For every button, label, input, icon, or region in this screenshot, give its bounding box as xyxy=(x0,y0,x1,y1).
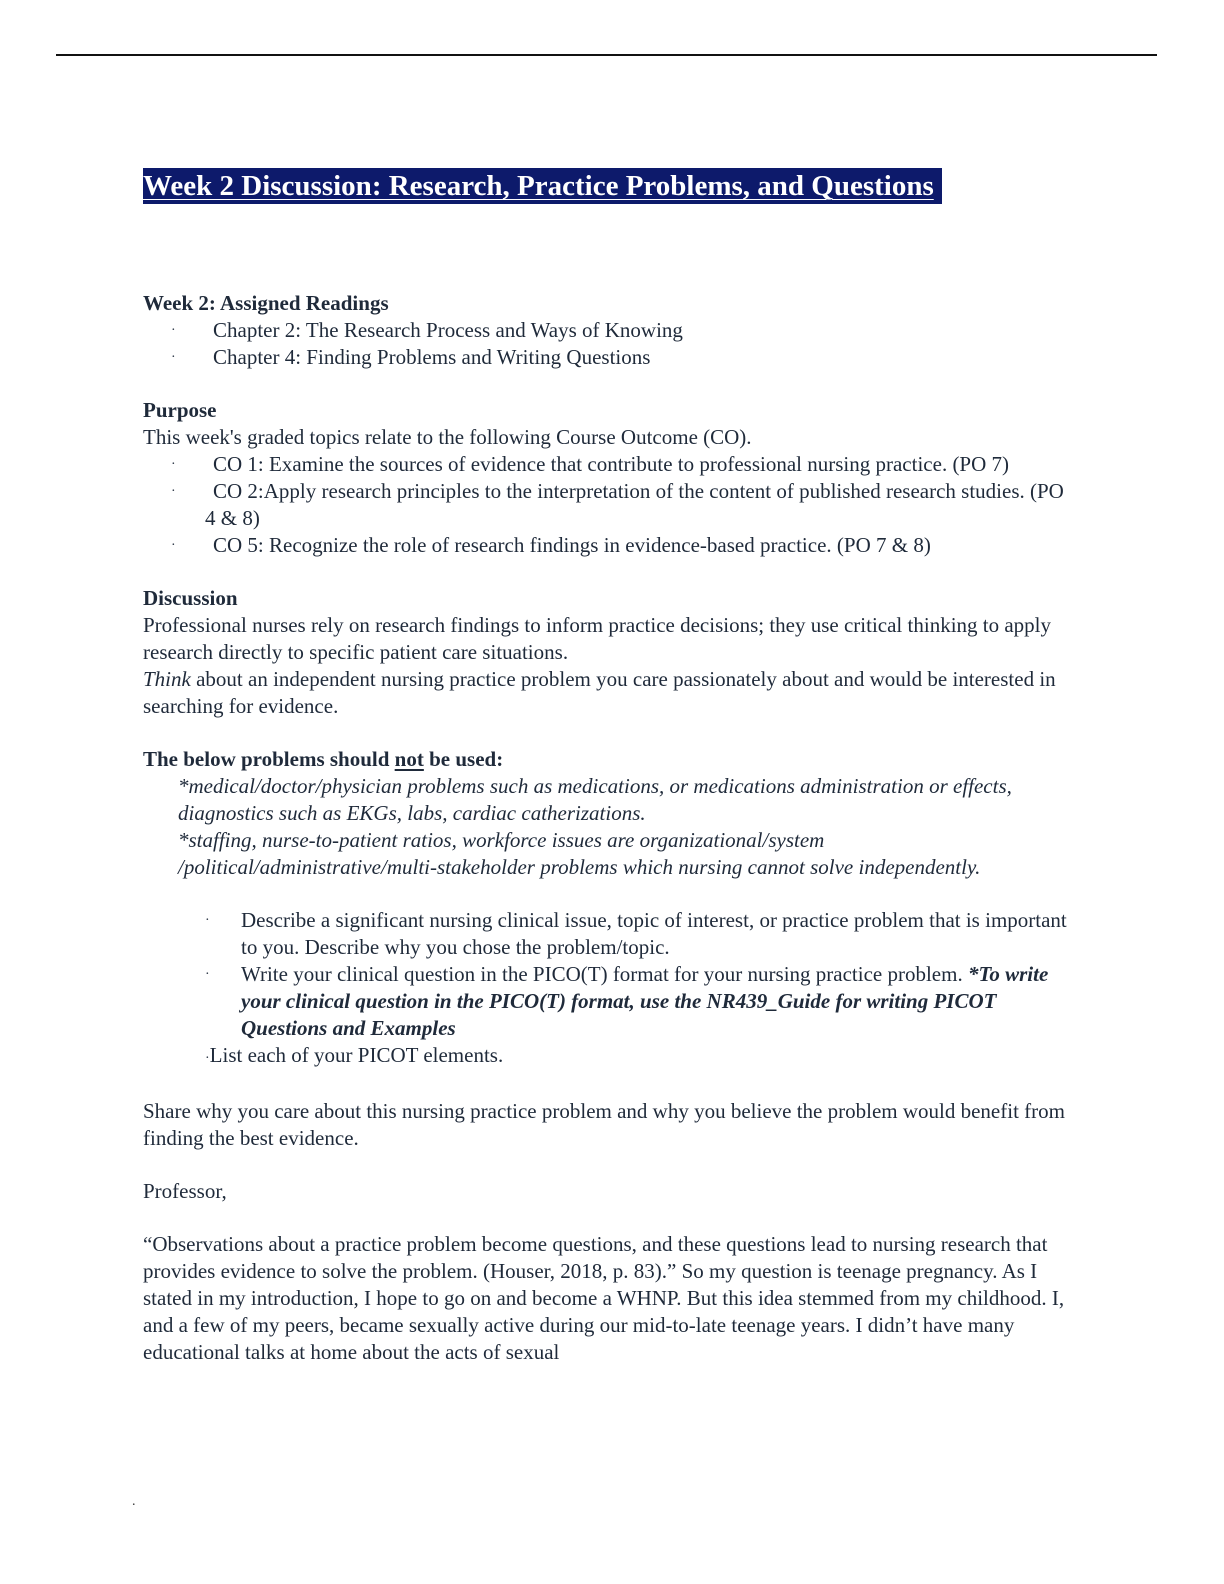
purpose-heading: Purpose xyxy=(143,398,217,422)
exclusions-heading-pre: The below problems should xyxy=(143,747,395,771)
share-paragraph: Share why you care about this nursing practice problem and why you believe the problem would benefit from finding the best evidence. xyxy=(143,1099,1065,1150)
outcome-item-2: CO 2:Apply research principles to the interpretation of the content of published research studies. (PO 4 & 8) xyxy=(205,479,1064,530)
bullet-icon: · xyxy=(205,913,210,928)
footer-mark: . xyxy=(132,1494,136,1509)
task-item-3: List each of your PICOT elements. xyxy=(209,1043,504,1067)
response-paragraph: “Observations about a practice problem become questions, and these questions lead to nursing research that provides evidence to solve the problem. (Houser, 2018, p. 83).” So my question is teenage pregnancy. As I stated in my introduction, I hope to go on and become a WHNP. But this idea stemmed from my childhood. I, and a few of my peers, became sexually active during our mid-to-late teenage years. I didn’t have many educational talks at home about the acts of sexual xyxy=(143,1232,1065,1364)
tasks-list xyxy=(143,907,1073,1042)
discussion-paragraph-2 xyxy=(143,666,1073,720)
purpose-intro: This week's graded topics relate to the following Course Outcome (CO). xyxy=(143,425,752,449)
list-item xyxy=(143,344,1073,371)
task-item-1: Describe a significant nursing clinical issue, topic of interest, or practice problem that is important to you. Describe why you chose the problem/topic. xyxy=(241,908,1067,959)
discussion-paragraph-1: Professional nurses rely on research findings to inform practice decisions; they use critical thinking to apply research directly to specific patient care situations. xyxy=(143,613,1052,664)
bullet-icon: · xyxy=(171,538,176,553)
readings-list xyxy=(143,317,1073,371)
bullet-icon: · xyxy=(171,350,176,365)
title-block xyxy=(143,168,942,204)
bullet-icon: · xyxy=(171,484,176,499)
reading-item-2: Chapter 4: Finding Problems and Writing Questions xyxy=(213,345,651,369)
think-word: Think xyxy=(143,667,191,691)
document-body xyxy=(143,290,1073,1366)
page-title: Week 2 Discussion: Research, Practice Problems, and Questions xyxy=(143,168,942,204)
list-item xyxy=(143,532,1073,559)
outcome-item-3: CO 5: Recognize the role of research findings in evidence-based practice. (PO 7 & 8) xyxy=(213,533,931,557)
reading-item-1: Chapter 2: The Research Process and Ways of Knowing xyxy=(213,318,683,342)
list-item xyxy=(143,317,1073,344)
list-item xyxy=(143,907,1073,961)
exclusions-heading xyxy=(143,746,1073,773)
exclusions-heading-not: not xyxy=(394,747,424,771)
readings-heading: Week 2: Assigned Readings xyxy=(143,291,389,315)
list-item xyxy=(143,478,1073,532)
exclusion-item-1: *medical/doctor/physician problems such as medications, or medications administration or effects, diagnostics such as EKGs, labs, cardiac catherizations. xyxy=(178,774,1012,825)
discussion-paragraph-2-text: about an independent nursing practice problem you care passionately about and would be interested in searching for evidence. xyxy=(143,667,1056,718)
bullet-icon: · xyxy=(205,967,210,982)
bullet-icon: · xyxy=(205,1051,210,1066)
bullet-icon: · xyxy=(171,457,176,472)
picot-guide-note: *To write your clinical question in the PICO(T) format, use the NR439_Guide for writing PICOT Questions and Examples xyxy=(241,962,1049,1040)
list-item xyxy=(143,961,1073,1042)
task-item-3-row xyxy=(143,1042,1073,1072)
discussion-heading: Discussion xyxy=(143,586,238,610)
outcomes-list xyxy=(143,451,1073,559)
exclusions-heading-post: be used: xyxy=(423,747,504,771)
salutation: Professor, xyxy=(143,1179,227,1203)
outcome-item-1: CO 1: Examine the sources of evidence that contribute to professional nursing practice. (PO 7) xyxy=(213,452,1010,476)
top-rule xyxy=(56,54,1157,56)
list-item xyxy=(143,451,1073,478)
exclusion-item-2: *staffing, nurse-to-patient ratios, workforce issues are organizational/system /political/administrative/multi-stakeholder problems which nursing cannot solve independently. xyxy=(178,828,981,879)
task-item-2: Write your clinical question in the PICO(T) format for your nursing practice problem. xyxy=(241,962,968,986)
bullet-icon: · xyxy=(171,323,176,338)
